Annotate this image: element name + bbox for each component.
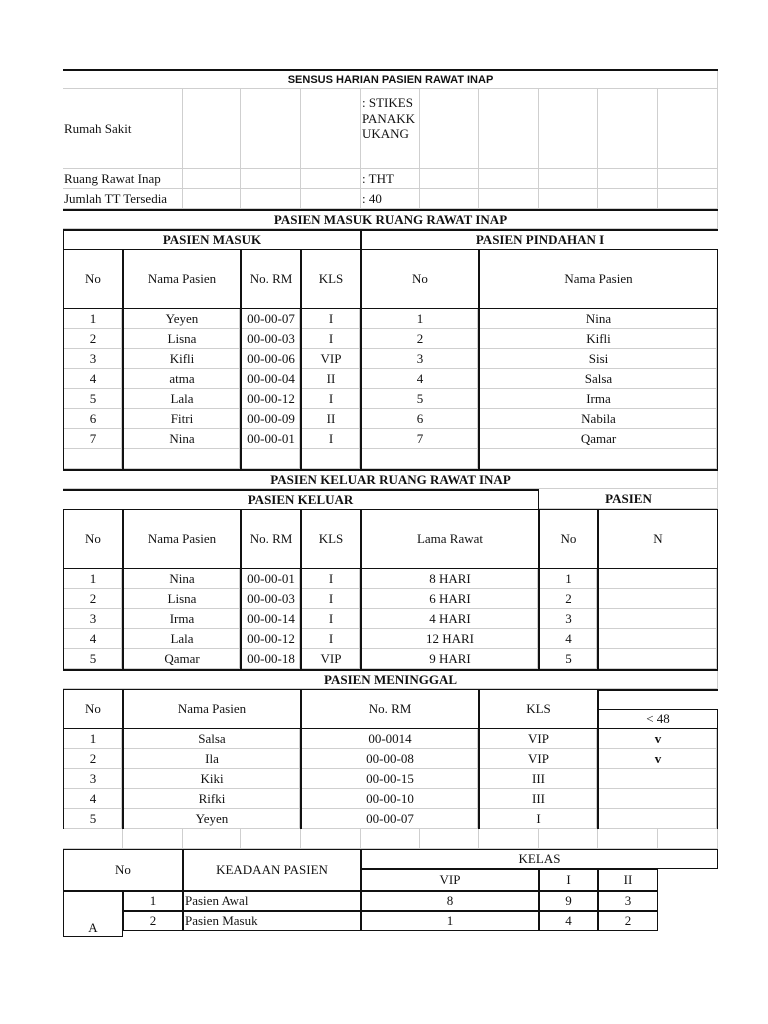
empty-cell: [183, 89, 241, 169]
masuk-cell: 1: [361, 309, 479, 329]
keadaan-cell: 8: [361, 891, 539, 911]
keluar-cell: 4: [63, 629, 123, 649]
masuk-cell: 00-00-07: [241, 309, 301, 329]
meninggal-cell: III: [479, 789, 598, 809]
masuk-cell: Nina: [123, 429, 241, 449]
masuk-cell: 6: [63, 409, 123, 429]
masuk-header: KLS: [301, 249, 361, 309]
kelas-header: KELAS: [361, 849, 718, 869]
masuk-cell: Lala: [123, 389, 241, 409]
keluar-cell: 4 HARI: [361, 609, 539, 629]
keadaan-cell: 1: [361, 911, 539, 931]
masuk-cell: II: [301, 409, 361, 429]
keluar-cell: 8 HARI: [361, 569, 539, 589]
meninggal-section-title: PASIEN MENINGGAL: [63, 669, 718, 689]
rs-label: Rumah Sakit: [63, 89, 183, 169]
masuk-cell: 5: [63, 389, 123, 409]
masuk-cell: I: [301, 329, 361, 349]
meninggal-cell: 00-00-10: [301, 789, 479, 809]
keluar-cell: 6 HARI: [361, 589, 539, 609]
empty-cell: [598, 189, 658, 209]
empty-cell: [658, 189, 718, 209]
masuk-cell: 3: [63, 349, 123, 369]
pasien-keluar-title: PASIEN KELUAR: [63, 489, 539, 509]
kelas-col: II: [598, 869, 658, 891]
keluar-cell: 1: [63, 569, 123, 589]
masuk-header: Nama Pasien: [123, 249, 241, 309]
keadaan-cell: 9: [539, 891, 598, 911]
masuk-section-title: PASIEN MASUK RUANG RAWAT INAP: [63, 209, 718, 229]
keluar-cell: [598, 589, 718, 609]
meninggal-cell: v: [598, 729, 718, 749]
masuk-cell: 1: [63, 309, 123, 329]
meninggal-cell: VIP: [479, 729, 598, 749]
meninggal-cell: VIP: [479, 749, 598, 769]
cell: [301, 89, 361, 169]
empty-cell: [658, 89, 718, 169]
empty-cell: [123, 829, 183, 849]
empty-cell: [63, 449, 123, 469]
keluar-header: KLS: [301, 509, 361, 569]
masuk-cell: 7: [63, 429, 123, 449]
keadaan-cell: 2: [598, 911, 658, 931]
masuk-cell: 2: [63, 329, 123, 349]
empty-cell: [479, 169, 539, 189]
empty-cell: [420, 829, 479, 849]
empty-cell: [301, 449, 361, 469]
empty-cell: [539, 189, 598, 209]
pasien-pindahan-title: PASIEN PINDAHAN I: [361, 229, 718, 249]
masuk-cell: 4: [63, 369, 123, 389]
keluar-cell: 3: [63, 609, 123, 629]
keluar-cell: 00-00-01: [241, 569, 301, 589]
keluar-cell: 00-00-18: [241, 649, 301, 669]
sheet-title: SENSUS HARIAN PASIEN RAWAT INAP: [63, 69, 718, 89]
meninggal-cell: Ila: [123, 749, 301, 769]
keluar-cell: 1: [539, 569, 598, 589]
empty-cell: [361, 829, 420, 849]
keadaan-cell: Pasien Awal: [183, 891, 361, 911]
masuk-header: No: [63, 249, 123, 309]
keluar-cell: I: [301, 629, 361, 649]
masuk-header: No. RM: [241, 249, 301, 309]
masuk-cell: 00-00-09: [241, 409, 301, 429]
empty-cell: [420, 89, 479, 169]
empty-cell: [479, 449, 718, 469]
empty-cell: [598, 829, 658, 849]
masuk-cell: Sisi: [479, 349, 718, 369]
empty-cell: [63, 829, 123, 849]
empty-cell: [183, 829, 241, 849]
masuk-header: No: [361, 249, 479, 309]
keluar-cell: [598, 609, 718, 629]
keluar-cell: [598, 649, 718, 669]
empty-cell: [301, 189, 361, 209]
masuk-cell: Kifli: [123, 349, 241, 369]
meninggal-cell: Kiki: [123, 769, 301, 789]
keluar-header: No. RM: [241, 509, 301, 569]
keluar-cell: 4: [539, 629, 598, 649]
empty-cell: [539, 169, 598, 189]
meninggal-header: Nama Pasien: [123, 689, 301, 729]
masuk-cell: 00-00-04: [241, 369, 301, 389]
empty-cell: [301, 169, 361, 189]
keluar-cell: [598, 629, 718, 649]
meninggal-cell: I: [479, 809, 598, 829]
empty-cell: [479, 89, 539, 169]
empty-cell: [301, 829, 361, 849]
masuk-cell: Qamar: [479, 429, 718, 449]
masuk-cell: 4: [361, 369, 479, 389]
masuk-cell: II: [301, 369, 361, 389]
keluar-cell: I: [301, 609, 361, 629]
masuk-cell: I: [301, 309, 361, 329]
kelas-col: I: [539, 869, 598, 891]
kelas-col: VIP: [361, 869, 539, 891]
empty-cell: [241, 189, 301, 209]
census-sheet: [63, 69, 670, 937]
empty-cell: [479, 189, 539, 209]
meninggal-cell: 00-00-15: [301, 769, 479, 789]
masuk-cell: atma: [123, 369, 241, 389]
empty-cell: [241, 169, 301, 189]
empty-cell: [658, 169, 718, 189]
meninggal-cell: III: [479, 769, 598, 789]
meninggal-header: KLS: [479, 689, 598, 729]
meninggal-header: < 48: [598, 709, 718, 729]
meninggal-cell: 00-00-08: [301, 749, 479, 769]
keluar-cell: 9 HARI: [361, 649, 539, 669]
keluar-cell: 00-00-03: [241, 589, 301, 609]
masuk-cell: 2: [361, 329, 479, 349]
masuk-cell: 3: [361, 349, 479, 369]
keluar-cell: 12 HARI: [361, 629, 539, 649]
masuk-cell: 5: [361, 389, 479, 409]
keluar-header: No: [539, 509, 598, 569]
keluar-section-title: PASIEN KELUAR RUANG RAWAT INAP: [63, 469, 718, 489]
keadaan-no-header: No: [63, 849, 183, 891]
masuk-cell: VIP: [301, 349, 361, 369]
masuk-cell: 6: [361, 409, 479, 429]
empty-cell: [658, 829, 718, 849]
masuk-cell: Nabila: [479, 409, 718, 429]
pasien-masuk-title: PASIEN MASUK: [63, 229, 361, 249]
keluar-cell: 2: [63, 589, 123, 609]
keluar-cell: I: [301, 589, 361, 609]
meninggal-cell: 00-00-07: [301, 809, 479, 829]
empty-cell: [479, 829, 539, 849]
keluar-cell: 2: [539, 589, 598, 609]
keadaan-cell: 1: [123, 891, 183, 911]
meninggal-cell: 5: [63, 809, 123, 829]
meninggal-cell: Rifki: [123, 789, 301, 809]
keadaan-cell: 4: [539, 911, 598, 931]
keadaan-group-label: A: [63, 891, 123, 937]
meninggal-header-blank: [598, 689, 718, 709]
masuk-cell: Yeyen: [123, 309, 241, 329]
meninggal-cell: [598, 789, 718, 809]
masuk-cell: 00-00-01: [241, 429, 301, 449]
masuk-cell: Irma: [479, 389, 718, 409]
keluar-cell: Lisna: [123, 589, 241, 609]
empty-cell: [183, 169, 241, 189]
masuk-header: Nama Pasien: [479, 249, 718, 309]
empty-cell: [420, 189, 479, 209]
meninggal-cell: Salsa: [123, 729, 301, 749]
tt-value: : 40: [361, 189, 420, 209]
empty-cell: [361, 449, 479, 469]
empty-cell: [539, 829, 598, 849]
masuk-cell: I: [301, 429, 361, 449]
ruang-label: Ruang Rawat Inap: [63, 169, 183, 189]
masuk-cell: Kifli: [479, 329, 718, 349]
keadaan-cell: 3: [598, 891, 658, 911]
ruang-value: : THT: [361, 169, 420, 189]
empty-cell: [241, 89, 301, 169]
empty-cell: [598, 169, 658, 189]
meninggal-cell: 3: [63, 769, 123, 789]
keluar-cell: Irma: [123, 609, 241, 629]
masuk-cell: 00-00-06: [241, 349, 301, 369]
keluar-cell: Lala: [123, 629, 241, 649]
meninggal-cell: Yeyen: [123, 809, 301, 829]
meninggal-cell: 2: [63, 749, 123, 769]
masuk-cell: Nina: [479, 309, 718, 329]
keluar-cell: 00-00-14: [241, 609, 301, 629]
keluar-cell: 00-00-12: [241, 629, 301, 649]
meninggal-cell: 4: [63, 789, 123, 809]
keluar-header: No: [63, 509, 123, 569]
meninggal-cell: [598, 769, 718, 789]
rs-value: : STIKES PANAKK UKANG: [361, 89, 420, 169]
keluar-cell: VIP: [301, 649, 361, 669]
keluar-header: Lama Rawat: [361, 509, 539, 569]
empty-cell: [241, 449, 301, 469]
keadaan-cell: Pasien Masuk: [183, 911, 361, 931]
keluar-header: N: [598, 509, 718, 569]
masuk-cell: Lisna: [123, 329, 241, 349]
masuk-cell: I: [301, 389, 361, 409]
meninggal-header: No. RM: [301, 689, 479, 729]
keluar-cell: [598, 569, 718, 589]
masuk-cell: Fitri: [123, 409, 241, 429]
keluar-cell: I: [301, 569, 361, 589]
tt-label: Jumlah TT Tersedia: [63, 189, 183, 209]
keluar-header: Nama Pasien: [123, 509, 241, 569]
meninggal-cell: [598, 809, 718, 829]
meninggal-cell: 1: [63, 729, 123, 749]
empty-cell: [420, 169, 479, 189]
empty-cell: [183, 189, 241, 209]
keluar-cell: 3: [539, 609, 598, 629]
empty-cell: [598, 89, 658, 169]
keluar-cell: Qamar: [123, 649, 241, 669]
meninggal-cell: 00-0014: [301, 729, 479, 749]
empty-cell: [539, 89, 598, 169]
meninggal-header: No: [63, 689, 123, 729]
masuk-cell: 7: [361, 429, 479, 449]
keadaan-cell: 2: [123, 911, 183, 931]
meninggal-cell: v: [598, 749, 718, 769]
masuk-cell: 00-00-03: [241, 329, 301, 349]
masuk-cell: Salsa: [479, 369, 718, 389]
keluar-cell: 5: [63, 649, 123, 669]
masuk-cell: 00-00-12: [241, 389, 301, 409]
keadaan-header: KEADAAN PASIEN: [183, 849, 361, 891]
pasien-right-title: PASIEN: [539, 489, 718, 509]
empty-cell: [241, 829, 301, 849]
keluar-cell: 5: [539, 649, 598, 669]
keluar-cell: Nina: [123, 569, 241, 589]
empty-cell: [123, 449, 241, 469]
